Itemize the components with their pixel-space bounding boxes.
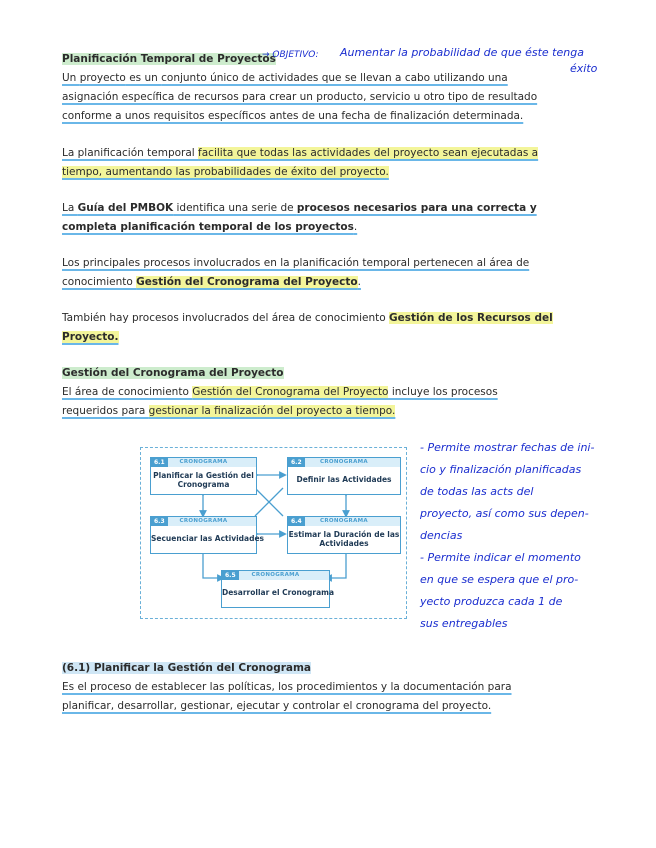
handwritten-notes: - Permite mostrar fechas de ini- cio y finalización planificadas de todas las acts del proyecto, así como sus depen- dencias - Permite indicar el momento en que se espera que el pro- yecto produzca cada 1 de sus entregables [420,441,595,630]
subsection-title: (6.1) Planificar la Gestión del Cronograma [62,662,312,674]
process-box-6-4: CRONOGRAMA 6.4 Estimar la Duración de las Actividades [287,516,401,554]
paragraph-pmbok: La Guía del PMBOK identifica una serie de procesos necesarios para una correcta y completa planificación temporal de los proyectos. [62,202,537,233]
section-title: Gestión del Cronograma del Proyecto [62,367,284,379]
objective-note: Aumentar la probabilidad de que éste tenga [340,46,584,59]
process-diagram [140,447,407,619]
process-box-6-1: CRONOGRAMA 6.1 Planificar la Gestión del Cronograma [150,457,257,495]
process-box-6-5: CRONOGRAMA 6.5 Desarrollar el Cronograma [221,570,330,608]
page-title-text: Planificación Temporal de Proyectos [62,53,276,65]
process-box-6-2: CRONOGRAMA 6.2 Definir las Actividades [287,457,401,495]
paragraph-recursos: También hay procesos involucrados del área de conocimiento Gestión de los Recursos del Proyecto. [62,312,553,343]
paragraph-area-conocimiento: El área de conocimiento Gestión del Cronograma del Proyecto incluye los procesos requeridos para gestionar la finalización del proyecto a tiempo. [62,386,498,417]
process-box-6-3: CRONOGRAMA 6.3 Secuenciar las Actividades [150,516,257,554]
paragraph-planificar-gestion: Es el proceso de establecer las políticas, los procedimientos y la documentación para planificar, desarrollar, gestionar, ejecutar y controlar el cronograma del proyecto. [62,681,512,712]
paragraph-proyecto: Un proyecto es un conjunto único de actividades que se llevan a cabo utilizando una asignación específica de recursos para crear un producto, servicio u otro tipo de resultado conforme a unos requisitos específicos antes de una fecha de finalización determinada. [62,72,538,122]
objective-note-line2: éxito [570,62,598,75]
paragraph-procesos: Los principales procesos involucrados en la planificación temporal pertenecen al área de conocimiento Gestión del Cronograma del Proyecto. [62,257,530,288]
paragraph-planificacion: La planificación temporal facilita que todas las actividades del proyecto sean ejecutadas a tiempo, aumentando las probabilidades de éxito del proyecto. [62,147,539,178]
objective-label: → OBJETIVO: [262,50,319,60]
